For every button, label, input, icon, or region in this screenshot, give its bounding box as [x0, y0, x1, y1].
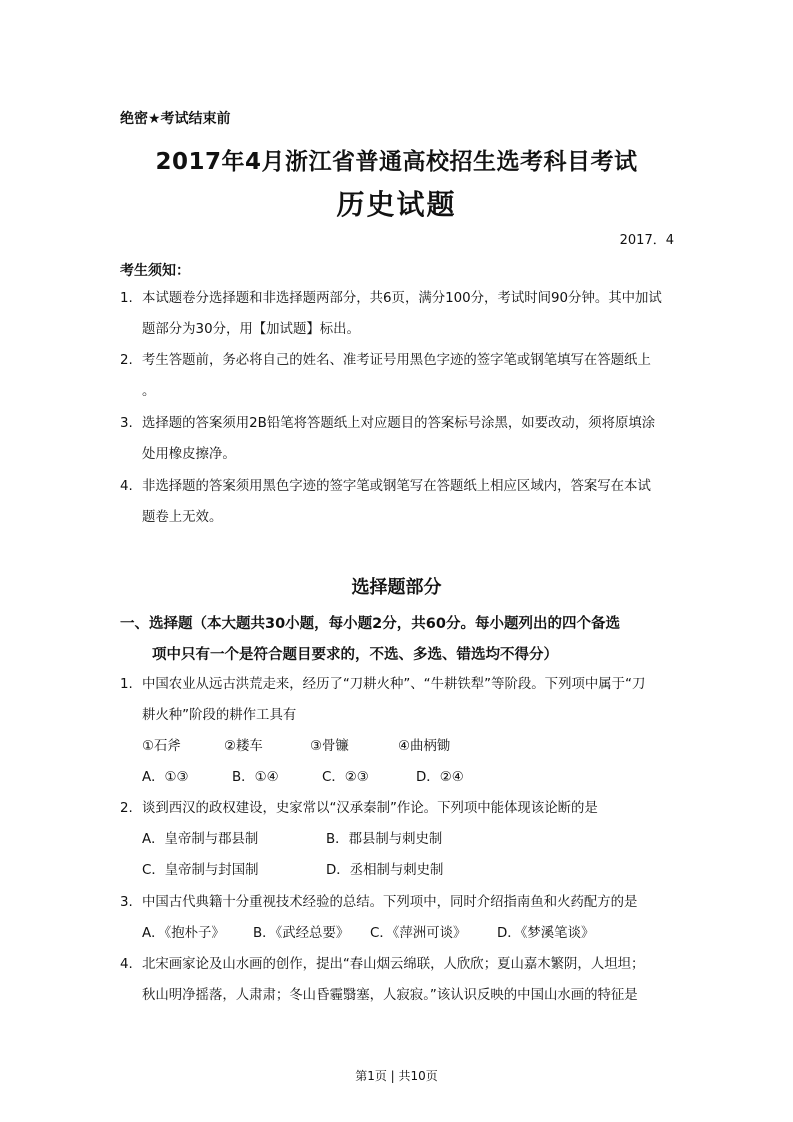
q1-number: 1. — [120, 677, 133, 692]
q3-option-d: D．《梦溪笔谈》 — [497, 926, 595, 941]
q2-option-b: B．郡县制与刺史制 — [326, 832, 443, 847]
q4-number: 4. — [120, 957, 133, 972]
notice-item-4-line1: 非选择题的答案须用黑色字迹的签字笔或钢笔写在答题纸上相应区域内，答案写在本试 — [142, 479, 651, 494]
q1-option-c: C．②③ — [322, 770, 369, 785]
page-footer: 第1页 | 共10页 — [355, 1069, 438, 1083]
notice-item-3-num: 3. — [120, 416, 133, 431]
q2-option-d: D．丞相制与刺史制 — [326, 863, 444, 878]
part-heading-line2: 项中只有一个是符合题目要求的，不选、多选、错选均不得分） — [152, 647, 558, 663]
part-heading-line1: 一、选择题（本大题共30小题，每小题2分，共60分。每小题列出的四个备选 — [120, 616, 620, 632]
section-title: 选择题部分 — [351, 577, 442, 598]
notice-item-1-num: 1. — [120, 291, 133, 306]
q3-number: 3. — [120, 895, 133, 910]
q2-option-a: A．皇帝制与郡县制 — [142, 832, 259, 847]
q3-option-c: C．《萍洲可谈》 — [370, 926, 467, 941]
exam-title: 2017年4月浙江省普通高校招生选考科目考试 — [155, 149, 638, 175]
confidential-label: 绝密★考试结束前 — [120, 111, 231, 127]
q4-stem-line1: 北宋画家论及山水画的创作，提出“春山烟云绵联，人欣欣；夏山嘉木繁阴，人坦坦； — [142, 957, 645, 972]
q1-item-1: ①石斧 — [142, 739, 181, 754]
q1-option-d: D．②④ — [416, 770, 464, 785]
q3-option-a: A．《抱朴子》 — [142, 926, 225, 941]
notice-heading: 考生须知： — [120, 263, 190, 279]
q1-item-3: ③骨镰 — [310, 739, 349, 754]
q1-item-4: ④曲柄锄 — [398, 739, 451, 754]
notice-item-2-num: 2. — [120, 353, 133, 368]
q3-stem: 中国古代典籍十分重视技术经验的总结。下列项中，同时介绍指南鱼和火药配方的是 — [142, 895, 638, 910]
exam-date: 2017．4 — [619, 233, 674, 248]
notice-item-3-line1: 选择题的答案须用2B铅笔将答题纸上对应题目的答案标号涂黑，如要改动，须将原填涂 — [142, 416, 656, 431]
q1-option-a: A．①③ — [142, 770, 189, 785]
notice-item-1-line2: 题部分为30分，用【加试题】标出。 — [142, 322, 360, 337]
q1-item-2: ②耧车 — [224, 739, 263, 754]
q2-number: 2. — [120, 801, 133, 816]
notice-item-2-line1: 考生答题前，务必将自己的姓名、准考证号用黑色字迹的签字笔或钢笔填写在答题纸上 — [142, 353, 651, 368]
q1-stem-line2: 耕火种”阶段的耕作工具有 — [142, 708, 297, 723]
q2-stem: 谈到西汉的政权建设，史家常以“汉承秦制”作论。下列项中能体现该论断的是 — [142, 801, 598, 816]
notice-item-1-line1: 本试题卷分选择题和非选择题两部分，共6页，满分100分，考试时间90分钟。其中加试 — [142, 291, 662, 306]
notice-item-3-line2: 处用橡皮擦净。 — [142, 447, 236, 462]
q1-option-b: B．①④ — [232, 770, 279, 785]
q2-option-c: C．皇帝制与封国制 — [142, 863, 259, 878]
q4-stem-line2: 秋山明净摇落，人肃肃；冬山昏霾翳塞，人寂寂。”该认识反映的中国山水画的特征是 — [142, 988, 638, 1003]
notice-item-4-line2: 题卷上无效。 — [142, 510, 223, 525]
q3-option-b: B．《武经总要》 — [253, 926, 350, 941]
subject-title: 历史试题 — [336, 188, 457, 221]
notice-item-2-line2: 。 — [142, 384, 156, 399]
q1-stem-line1: 中国农业从远古洪荒走来，经历了“刀耕火种”、“牛耕铁犁”等阶段。下列项中属于“刀 — [142, 677, 646, 692]
notice-item-4-num: 4. — [120, 479, 133, 494]
